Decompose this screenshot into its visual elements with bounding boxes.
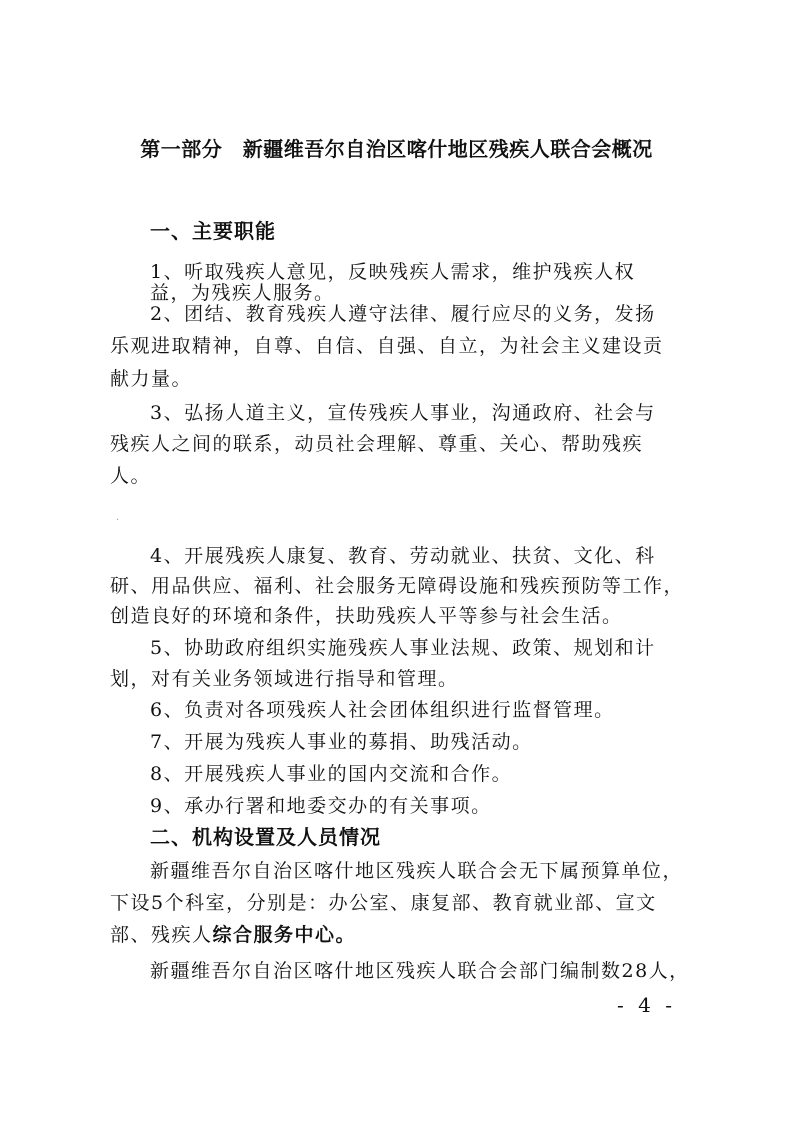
item-1-line-2: 益，为残疾人服务。 (150, 282, 335, 304)
item-5-line-2: 划，对有关业务领域进行指导和管理。 (110, 668, 459, 690)
item-2-line-1: 2、团结、教育残疾人遵守法律、履行应尽的义务，发扬 (150, 303, 656, 325)
item-4-line-3: 创造良好的环境和条件，扶助残疾人平等参与社会生活。 (110, 605, 623, 627)
org-para-1-line-3-start: 部、残疾人 (110, 924, 213, 946)
item-8: 8、开展残疾人事业的国内交流和合作。 (150, 763, 513, 785)
item-2-line-3: 献力量。 (110, 368, 193, 390)
item-2-line-2: 乐观进取精神，自尊、自信、自强、自立，为社会主义建设贡 (110, 335, 664, 357)
section-heading-main-functions: 一、主要职能 (150, 219, 276, 243)
item-6: 6、负责对各项残疾人社会团体组织进行监督管理。 (150, 699, 615, 721)
page-title: 第一部分 新疆维吾尔自治区喀什地区残疾人联合会概况 (140, 137, 653, 161)
item-1-line-1: 1、听取残疾人意见，反映残疾人需求，维护残疾人权 (150, 261, 636, 283)
org-para-2-line-1: 新疆维吾尔自治区喀什地区残疾人联合会部门编制数28人， (150, 960, 690, 982)
item-3-line-3: 人。 (110, 465, 152, 487)
item-9: 9、承办行署和地委交办的有关事项。 (150, 795, 492, 817)
item-4-line-1: 4、开展残疾人康复、教育、劳动就业、扶贫、文化、科 (150, 545, 656, 567)
item-5-line-1: 5、协助政府组织实施残疾人事业法规、政策、规划和计 (150, 637, 656, 659)
item-3-line-2: 残疾人之间的联系，动员社会理解、尊重、关心、帮助残疾 (110, 433, 644, 455)
page-number: - 4 - (617, 993, 676, 1017)
org-para-1-line-2: 下设5个科室，分别是：办公室、康复部、教育就业部、宣文 (110, 892, 657, 914)
org-para-1-line-1: 新疆维吾尔自治区喀什地区残疾人联合会无下属预算单位， (150, 860, 684, 882)
service-center-name: 综合服务中心。 (212, 924, 357, 946)
item-7: 7、开展为残疾人事业的募捐、助残活动。 (150, 731, 533, 753)
item-4-line-2: 研、用品供应、福利、社会服务无障碍设施和残疾预防等工作， (110, 575, 685, 597)
section-heading-organization: 二、机构设置及人员情况 (150, 825, 381, 849)
item-3-line-1: 3、弘扬人道主义，宣传残疾人事业，沟通政府、社会与 (150, 402, 656, 424)
stray-mark: . (116, 512, 120, 523)
org-para-1-line-3 (110, 920, 356, 947)
